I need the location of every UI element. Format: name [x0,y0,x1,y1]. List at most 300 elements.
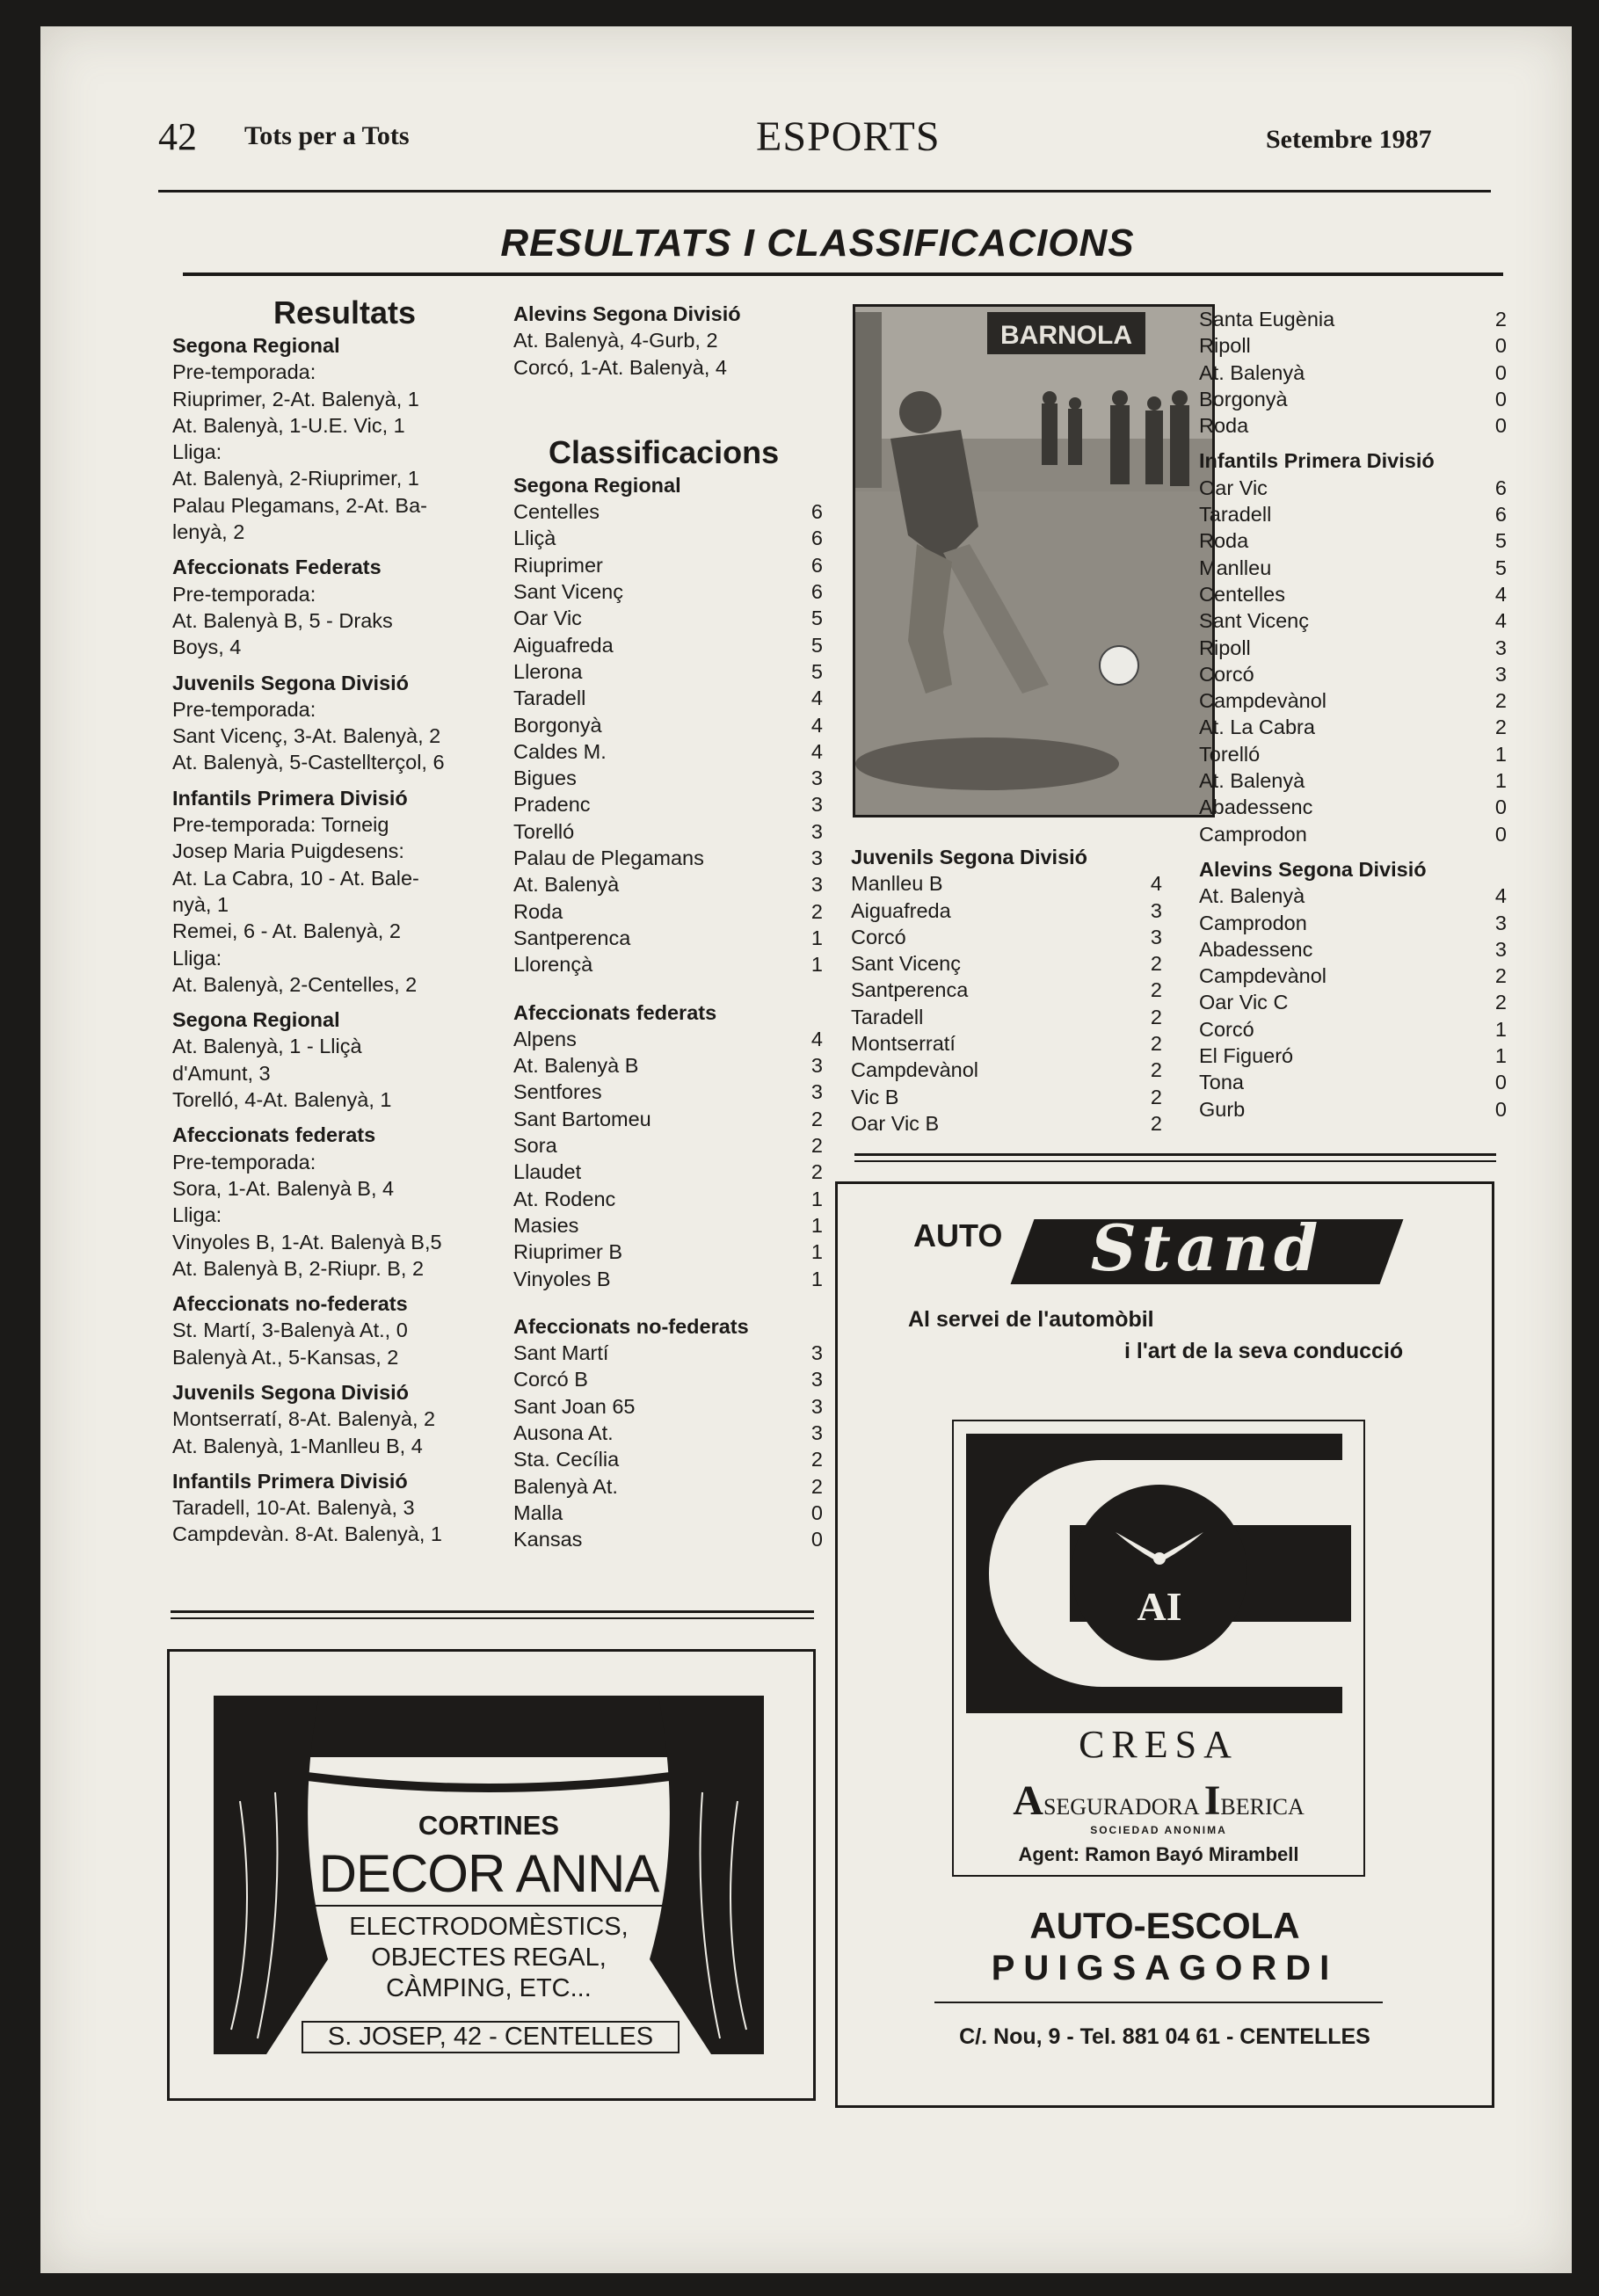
team-name: Vic B [851,1085,899,1108]
team-points: 1 [810,1240,823,1264]
team-name: Alpens [513,1027,577,1050]
team-points: 1 [810,1187,823,1210]
team-name: Aiguafreda [513,633,614,657]
result-line: Pre-temporada: [172,1150,316,1173]
standings-row [513,791,823,817]
team-points: 3 [810,1341,823,1365]
standings-row [513,658,823,685]
team-name: Riuprimer [513,553,603,577]
cresa-iberica: BERICA [1220,1794,1305,1820]
team-name: Ripoll [1199,334,1251,358]
result-line: At. Balenyà B, 2-Riupr. B, 2 [172,1256,425,1280]
standings-row [513,498,823,525]
standings-row [1199,412,1507,439]
alevins-rows [1199,883,1507,1123]
result-line: At. Balenyà, 1-Manlleu B, 4 [172,1434,423,1457]
team-name: Llaudet [513,1160,582,1184]
standings-row [513,738,823,765]
team-points: 0 [810,1500,823,1524]
team-name: Pradenc [513,793,591,817]
standings-row [513,1186,823,1212]
result-line: Pre-temporada: [172,697,316,721]
top-standings-rows [1199,306,1507,439]
result-group-heading: Segona Regional [172,1008,340,1032]
result-line: At. Balenyà, 1 - Lliçà [172,1035,362,1058]
team-points: 4 [810,1027,823,1050]
result-group-heading: Juvenils Segona Divisió [172,1380,410,1404]
standings-row [1199,581,1507,607]
team-points: 4 [1494,884,1507,908]
team-name: Balenyà At. [513,1474,618,1498]
standings-row [513,898,823,925]
team-points: 0 [810,1528,823,1551]
juvenils-rows [851,870,1162,1137]
page-number: 42 [158,115,197,158]
result-line: Boys, 4 [172,636,242,659]
headline-rule [183,272,1503,276]
standings-row [1199,360,1507,386]
result-line: d'Amunt, 3 [172,1061,271,1085]
standings-row [1199,386,1507,412]
team-points: 1 [1494,769,1507,793]
standings-row [513,818,823,845]
result-line: At. La Cabra, 10 - At. Bale- [172,866,419,890]
standings-row [851,870,1162,897]
team-points: 2 [810,1134,823,1158]
standings-group-heading: Afeccionats federats [513,1000,717,1024]
standings-row [851,1030,1162,1057]
page-headline: RESULTATS I CLASSIFICACIONS [500,222,1135,265]
team-name: Santperenca [851,978,969,1002]
team-points: 3 [810,1054,823,1078]
standings-row [851,924,1162,950]
team-name: Bigues [513,767,577,790]
cresa-aseguradora: SEGURADORA [1043,1794,1199,1820]
team-name: Llorençà [513,953,593,977]
cresa-name: CRESA [1079,1723,1239,1766]
team-name: Sant Joan 65 [513,1394,636,1418]
standings-row [513,632,823,658]
publication-name: Tots per a Tots [244,121,410,150]
team-points: 2 [1150,1058,1162,1082]
team-name: Caldes M. [513,739,607,763]
team-points: 3 [810,873,823,897]
result-line: Sant Vicenç, 3-At. Balenyà, 2 [172,724,441,748]
team-points: 3 [1494,911,1507,934]
team-name: Sta. Cecília [513,1448,620,1471]
team-points: 3 [810,793,823,817]
team-name: Kansas [513,1528,583,1551]
team-name: At. Balenyà [1199,884,1305,908]
team-name: Torelló [1199,742,1261,766]
team-name: Campdevànol [1199,689,1327,713]
team-points: 5 [810,633,823,657]
team-points: 3 [1494,662,1507,686]
standings-row [513,525,823,551]
divider-rule [171,1610,814,1613]
result-line: lenyà, 2 [172,520,245,544]
standings-row [1199,714,1507,740]
team-points: 0 [1494,360,1507,384]
team-name: Gurb [1199,1097,1246,1121]
standings-row [851,1110,1162,1137]
team-name: Tona [1199,1071,1244,1094]
cresa-letter-a: A [1013,1777,1043,1824]
team-points: 3 [810,1394,823,1418]
result-group-heading: Infantils Primera Divisió [172,786,408,810]
team-points: 1 [810,926,823,949]
team-name: Manlleu B [851,872,943,896]
team-points: 0 [1494,822,1507,846]
team-points: 5 [1494,529,1507,553]
photo-sign-text: BARNOLA [1000,321,1132,350]
team-name: Oar Vic [1199,476,1268,499]
team-points: 5 [810,607,823,630]
standings-row [513,1026,823,1052]
standings-row [1199,910,1507,936]
team-points: 4 [810,687,823,710]
issue-date: Setembre 1987 [1266,125,1432,154]
eagle-icon [1107,1522,1212,1574]
standings-row [513,1079,823,1105]
team-name: Oar Vic C [1199,991,1289,1014]
result-group-heading: Afeccionats no-federats [172,1292,408,1316]
result-line: At. Balenyà, 5-Castellterçol, 6 [172,751,445,774]
standings-group-heading: Afeccionats no-federats [513,1314,749,1338]
results-column [172,294,482,1548]
standings-row [513,845,823,871]
team-name: Corcó [1199,1017,1254,1041]
result-line: At. Balenyà, 1-U.E. Vic, 1 [172,413,405,437]
result-line: nyà, 1 [172,892,229,916]
team-name: Riuprimer B [513,1240,623,1264]
team-name: Sant Martí [513,1341,609,1365]
team-name: At. La Cabra [1199,716,1315,739]
standings-row [513,578,823,605]
team-name: At. Balenyà [1199,360,1305,384]
team-points: 2 [810,1474,823,1498]
team-name: Oar Vic B [851,1111,940,1135]
standings-row [513,1340,823,1366]
team-name: Torelló [513,819,575,843]
standings-row [513,712,823,738]
team-name: Borgonyà [1199,387,1288,411]
result-line: At. Balenyà, 2-Riuprimer, 1 [172,467,419,490]
result-group-heading: Segona Regional [172,334,340,357]
result-line: At. Balenyà B, 5 - Draks [172,608,393,632]
result-group-heading: Juvenils Segona Divisió [172,671,410,694]
team-name: Taradell [851,1005,924,1028]
ad-name-underline [316,1905,662,1907]
result-line: Sora, 1-At. Balenyà B, 4 [172,1176,395,1200]
alevins-result-2: Corcó, 1-At. Balenyà, 4 [513,355,727,379]
result-line: Balenyà At., 5-Kansas, 2 [172,1345,399,1369]
result-line: Riuprimer, 2-At. Balenyà, 1 [172,387,419,411]
standings-row [1199,1016,1507,1043]
school-underline [934,2002,1383,2003]
team-name: Centelles [513,500,600,524]
ad-stand-logo: Stand [1090,1210,1324,1285]
team-points: 2 [1494,716,1507,739]
ad-product-3: CÀMPING, ETC... [386,1974,592,2002]
ad-product-1: ELECTRODOMÈSTICS, [349,1913,629,1941]
team-name: Taradell [1199,503,1272,527]
standings-row [513,1266,823,1292]
cresa-agent: Agent: Ramon Bayó Mirambell [1018,1843,1299,1865]
school-name-1: AUTO-ESCOLA [1029,1905,1300,1946]
standings-row [513,951,823,977]
team-name: At. Balenyà B [513,1054,639,1078]
cresa-logo [966,1434,1342,1713]
team-name: Corcó [1199,662,1254,686]
team-name: Santperenca [513,926,631,949]
standings-group-heading: Segona Regional [513,473,681,497]
infantils-rows [1199,475,1507,847]
standings-row [1199,555,1507,581]
standings-row [1199,306,1507,332]
team-points: 2 [1150,1005,1162,1028]
right-divider-rule-thin [854,1160,1496,1162]
right-divider-rule [854,1153,1496,1156]
team-points: 2 [1150,1085,1162,1108]
standings-row [851,897,1162,924]
standings-row [851,1004,1162,1030]
standings-row [1199,1043,1507,1069]
team-points: 0 [1494,1097,1507,1121]
team-points: 2 [1150,1111,1162,1135]
team-name: At. Rodenc [513,1187,616,1210]
standings-row [513,1393,823,1420]
standings-row [513,1052,823,1079]
ad-slogan-2: i l'art de la seva conducció [1124,1339,1404,1363]
team-points: 3 [1150,898,1162,922]
result-line: Pre-temporada: [172,582,316,606]
team-points: 6 [810,527,823,550]
result-group-heading: Infantils Primera Divisió [172,1469,408,1493]
standings-row [513,1526,823,1552]
standings-row [1199,767,1507,794]
standings-row [513,1473,823,1500]
standings-row [1199,661,1507,687]
team-points: 2 [1150,978,1162,1002]
cresa-letters: AI [1137,1584,1182,1629]
team-points: 3 [810,819,823,843]
team-points: 2 [1494,964,1507,988]
standings-row [1199,527,1507,554]
team-points: 6 [1494,503,1507,527]
team-points: 2 [1150,1032,1162,1056]
ad-auto-word: AUTO [913,1217,1003,1253]
team-points: 2 [1494,689,1507,713]
standings-row [513,685,823,711]
team-points: 4 [1494,609,1507,633]
team-points: 6 [810,580,823,604]
team-points: 0 [1494,334,1507,358]
result-line: Taradell, 10-At. Balenyà, 3 [172,1496,415,1520]
team-points: 2 [810,1160,823,1184]
ad-products [214,1912,764,2004]
standings-row [513,871,823,897]
team-name: Centelles [1199,582,1285,606]
standings-row [513,1239,823,1265]
stage-frame [214,1696,764,2054]
team-name: Sora [513,1134,557,1158]
team-name: Aiguafreda [851,898,951,922]
team-name: Lliçà [513,527,556,550]
team-name: Corcó [851,925,906,948]
team-points: 4 [1494,582,1507,606]
standings-row [1199,1096,1507,1123]
team-name: Camprodon [1199,911,1307,934]
team-name: Santa Eugènia [1199,308,1335,331]
school-address: C/. Nou, 9 - Tel. 881 04 61 - CENTELLES [959,2024,1370,2049]
standings-row [851,950,1162,977]
team-points: 1 [1494,1044,1507,1068]
standings-row [851,977,1162,1003]
ad-product-2: OBJECTES REGAL, [371,1944,607,1972]
result-group-heading: Afeccionats federats [172,1123,376,1147]
team-name: Malla [513,1500,563,1524]
ad-address: S. JOSEP, 42 - CENTELLES [302,2021,680,2053]
standings-row [513,765,823,791]
alevins-standings-heading: Alevins Segona Divisió [1199,857,1427,881]
standings-row [1199,794,1507,820]
team-name: Campdevànol [851,1058,979,1082]
decor-anna-ad [167,1649,816,2101]
juvenils-standings [851,844,1162,1137]
divider-rule-thin [171,1617,814,1619]
standings-row [513,1420,823,1446]
result-line: Pre-temporada: [172,360,316,384]
standings-row [1199,607,1507,634]
team-name: Oar Vic [513,607,582,630]
alevins-result-1: At. Balenyà, 4-Gurb, 2 [513,329,718,352]
standings-row [513,552,823,578]
school-name-2: PUIGSAGORDI [991,1949,1339,1987]
result-line: Palau Plegamans, 2-At. Ba- [172,493,427,517]
team-points: 3 [810,1420,823,1444]
right-standings-column [1199,306,1507,1123]
team-name: Vinyoles B [513,1267,611,1290]
team-name: Campdevànol [1199,964,1327,988]
team-points: 0 [1494,1071,1507,1094]
team-points: 6 [810,553,823,577]
team-points: 3 [810,846,823,870]
team-name: Sant Vicenç [1199,609,1309,633]
team-points: 1 [810,1213,823,1237]
standings-row [1199,635,1507,661]
team-name: El Figueró [1199,1044,1294,1068]
team-name: Corcó B [513,1368,588,1391]
team-points: 0 [1494,387,1507,411]
cresa-box [952,1420,1365,1877]
classificacions-heading: Classificacions [549,433,780,470]
standings-row [513,1366,823,1392]
team-name: Borgonyà [513,713,602,737]
team-points: 2 [1494,991,1507,1014]
standings-row [513,1446,823,1472]
football-photo-drawing [855,307,1212,815]
header-rule [158,190,1491,193]
team-points: 2 [810,1448,823,1471]
standings-row [1199,963,1507,989]
team-points: 0 [1494,414,1507,438]
result-line: Remei, 6 - At. Balenyà, 2 [172,919,401,943]
team-points: 1 [810,953,823,977]
standings-row [1199,332,1507,359]
result-line: Pre-temporada: Torneig [172,813,389,837]
standings-row [851,1084,1162,1110]
team-points: 1 [1494,742,1507,766]
team-points: 5 [810,659,823,683]
team-name: Roda [1199,529,1249,553]
standings-row [1199,475,1507,501]
standings-row [513,1500,823,1526]
standings-row [1199,883,1507,909]
team-points: 5 [1494,556,1507,579]
ad-decor-anna-name: DECOR ANNA [318,1844,659,1903]
ad-slogan-1: Al servei de l'automòbil [908,1307,1154,1332]
team-points: 3 [1494,636,1507,659]
standings-row [851,1057,1162,1083]
standings-row [1199,989,1507,1015]
standings-row [1199,741,1507,767]
football-photo [853,304,1215,817]
standings-row [1199,936,1507,963]
standings-groups [513,472,823,1553]
team-name: Roda [1199,414,1249,438]
team-name: Taradell [513,687,586,710]
standings-row [1199,501,1507,527]
auto-stand-ad [835,1181,1494,2108]
result-line: Lliga: [172,946,222,970]
team-points: 1 [810,1267,823,1290]
team-name: Montserratí [851,1032,956,1056]
team-points: 1 [1494,1017,1507,1041]
team-name: At. Balenyà [1199,769,1305,793]
team-points: 0 [1494,796,1507,819]
team-points: 3 [810,1368,823,1391]
team-points: 3 [1150,925,1162,948]
infantils-heading: Infantils Primera Divisió [1199,449,1435,473]
standings-row [1199,1069,1507,1095]
results-heading: Resultats [273,294,417,331]
team-points: 3 [810,1080,823,1104]
team-name: Sentfores [513,1080,602,1104]
standings-row [513,925,823,951]
team-points: 2 [1494,308,1507,331]
team-name: Camprodon [1199,822,1307,846]
team-name: Palau de Plegamans [513,846,704,870]
result-line: Torelló, 4-At. Balenyà, 1 [172,1088,392,1112]
team-name: Manlleu [1199,556,1272,579]
standings-row [1199,687,1507,714]
team-points: 6 [810,500,823,524]
team-name: Masies [513,1213,579,1237]
team-points: 2 [810,899,823,923]
alevins-results-heading: Alevins Segona Divisió [513,302,741,325]
standings-column [513,301,823,1552]
team-name: Llerona [513,659,583,683]
team-points: 6 [1494,476,1507,499]
team-points: 3 [1494,937,1507,961]
team-name: Abadessenc [1199,937,1313,961]
team-name: Roda [513,899,563,923]
team-name: Ripoll [1199,636,1251,659]
results-list [172,332,482,1548]
result-line: Montserratí, 8-At. Balenyà, 2 [172,1407,436,1431]
standings-row [513,1159,823,1185]
